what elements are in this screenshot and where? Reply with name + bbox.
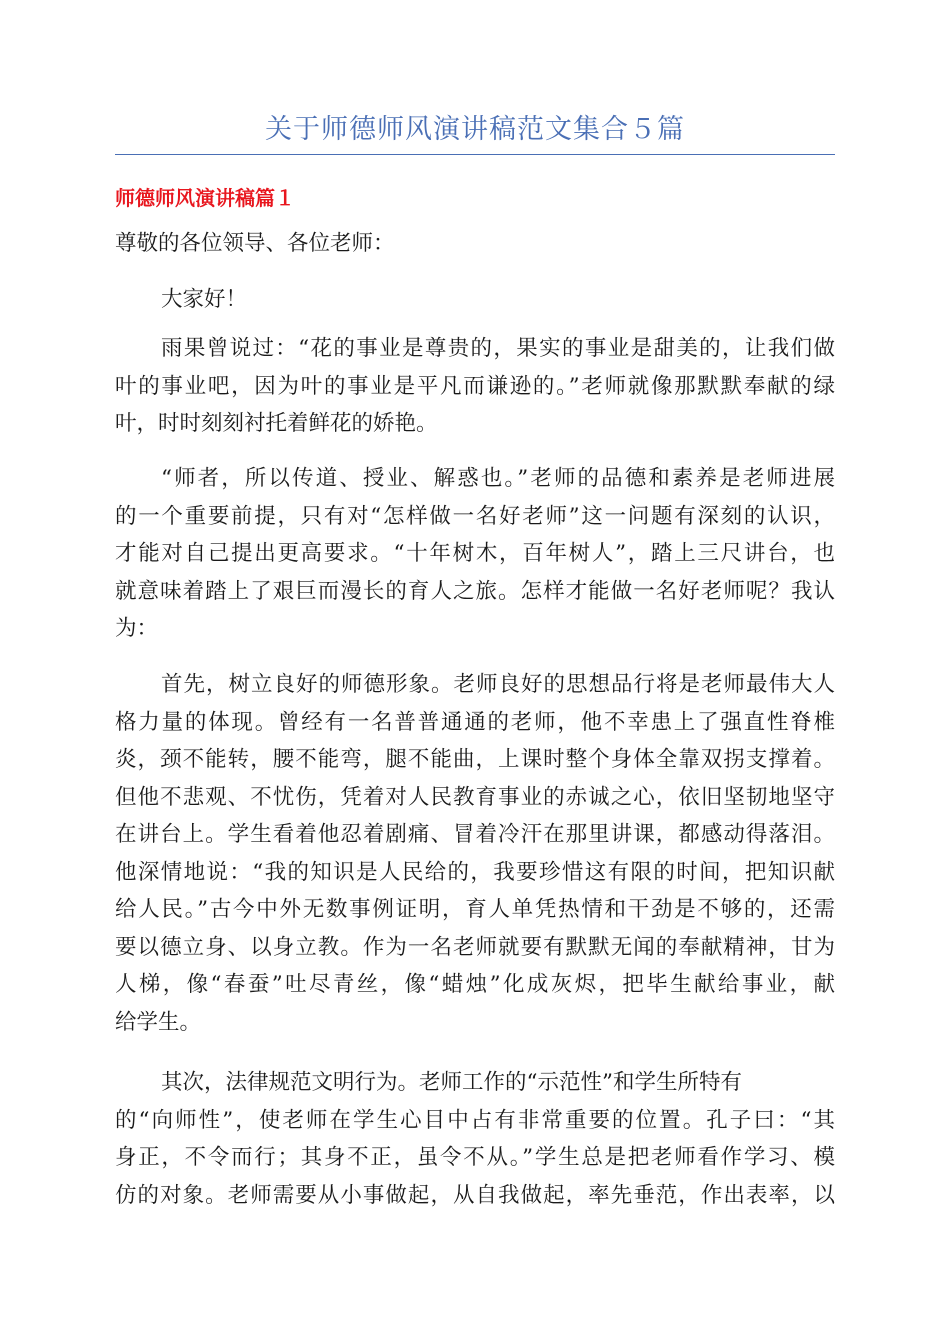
salutation-text: 尊敬的各位领导、各位老师： bbox=[115, 231, 395, 256]
paragraph-line: 身正，不令而行；其身不正，虽令不从。”学生总是把老师看作学习、模 bbox=[115, 1145, 835, 1170]
paragraph-4 bbox=[115, 1064, 835, 1214]
paragraph-line: 人梯，像“春蚕”吐尽青丝，像“蜡烛”化成灰烬，把毕生献给事业，献 bbox=[115, 972, 835, 997]
paragraph-line: 要以德立身、以身立教。作为一名老师就要有默默无闻的奉献精神，甘为 bbox=[115, 934, 835, 960]
document-title: 关于师德师风演讲稿范文集合５篇 bbox=[265, 114, 685, 145]
paragraph-line: 但他不悲观、不忧伤，凭着对人民教育事业的赤诚之心，依旧坚韧地坚守 bbox=[115, 784, 835, 810]
paragraph-line: 叶的事业吧，因为叶的事业是平凡而谦逊的。”老师就像那默默奉献的绿 bbox=[115, 373, 835, 399]
paragraph-line: 格力量的体现。曾经有一名普普通通的老师，他不幸患上了强直性脊椎 bbox=[115, 709, 835, 735]
paragraph-1 bbox=[115, 330, 835, 443]
paragraph-line: 的“向师性”，使老师在学生心目中占有非常重要的位置。孔子曰：“其 bbox=[115, 1107, 835, 1133]
paragraph-line: 其次，法律规范文明行为。老师工作的“示范性”和学生所特有 bbox=[161, 1070, 742, 1095]
paragraph-line: 雨果曾说过：“花的事业是尊贵的，果实的事业是甜美的，让我们做 bbox=[161, 336, 835, 361]
title-underline bbox=[115, 154, 835, 155]
paragraph-line: 给人民。”古今中外无数事例证明，育人单凭热情和干劲是不够的，还需 bbox=[115, 897, 835, 922]
paragraph-line: 为： bbox=[115, 616, 159, 641]
paragraph-line: 仿的对象。老师需要从小事做起，从自我做起，率先垂范，作出表率，以 bbox=[115, 1182, 835, 1208]
paragraph-line: 就意味着踏上了艰巨而漫长的育人之旅。怎样才能做一名好老师呢？我认 bbox=[115, 578, 835, 604]
paragraph-line: “师者，所以传道、授业、解惑也。”老师的品德和素养是老师进展 bbox=[161, 466, 835, 491]
paragraph-line: 他深情地说：“我的知识是人民给的，我要珍惜这有限的时间，把知识献 bbox=[115, 859, 835, 885]
paragraph-3 bbox=[115, 666, 835, 1041]
paragraph-line: 的一个重要前提，只有对“怎样做一名好老师”这一问题有深刻的认识， bbox=[115, 503, 835, 529]
section-heading: 师德师风演讲稿篇１ bbox=[115, 186, 295, 210]
paragraph-line: 才能对自己提出更高要求。“十年树木，百年树人”，踏上三尺讲台，也 bbox=[115, 541, 835, 566]
paragraph-line: 在讲台上。学生看着他忍着剧痛、冒着冷汗在那里讲课，都感动得落泪。 bbox=[115, 822, 835, 847]
greeting bbox=[115, 281, 835, 319]
paragraph-line: 首先，树立良好的师德形象。老师良好的思想品行将是老师最伟大人 bbox=[161, 672, 835, 697]
greeting-text: 大家好！ bbox=[161, 287, 248, 312]
salutation bbox=[115, 225, 835, 263]
paragraph-2 bbox=[115, 460, 835, 648]
paragraph-line: 给学生。 bbox=[115, 1009, 202, 1035]
paragraph-line: 叶，时时刻刻衬托着鲜花的娇艳。 bbox=[115, 411, 438, 436]
paragraph-line: 炎，颈不能转，腰不能弯，腿不能曲，上课时整个身体全靠双拐支撑着。 bbox=[115, 747, 835, 772]
